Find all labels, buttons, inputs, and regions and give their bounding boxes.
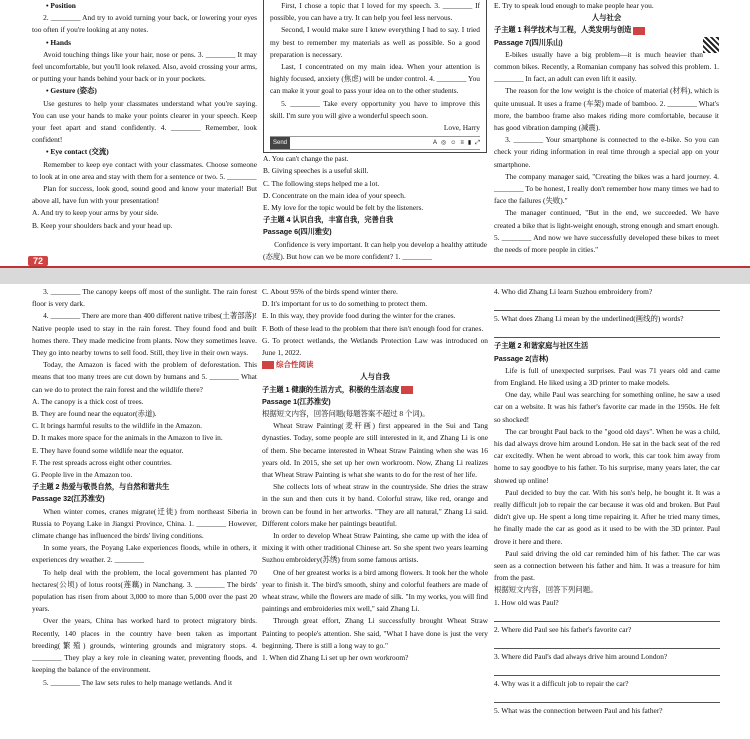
- send-button[interactable]: Send: [270, 137, 290, 149]
- paragraph: One day, while Paul was searching for something online, he saw a used car on a website. It was his father's favorite car made in the 1950s. He felt so shocked!: [494, 390, 720, 424]
- list-icon[interactable]: ≡: [460, 140, 464, 147]
- answer-option: G. To protect wetlands, the Wetlands Protection Law was introduced on June 1, 2022.: [262, 335, 488, 358]
- paragraph: 2. ________ And try to avoid turning your back, or lowering your eyes too often if you're looking at any notes.: [32, 13, 257, 35]
- target-icon[interactable]: ◎: [440, 140, 447, 147]
- paragraph: Last, I concentrated on my main idea. When your attention is highly focused, anxiety (焦虑) will be under control. 4. ________ You can make it your goal to pass your idea on to the other students.: [270, 62, 480, 96]
- paragraph: The manager continued, "But in the end, we succeeded. We have created a bike that is light-weight enough, strong enough and smart enough. 5. ________ And now we have successfully developed these bikes to meet the needs of more people in cities.": [494, 208, 719, 255]
- paragraph: First, I chose a topic that I loved for my speech. 3. ________ If possible, you can have a try. It can help you feel less nervous.: [270, 1, 480, 23]
- bottom-right-column: [494, 286, 720, 718]
- answer-option: F. The rest spreads across eight other countries.: [32, 457, 172, 467]
- answer-option: A. The canopy is a thick cost of trees.: [32, 396, 144, 406]
- paragraph: Use gestures to help your classmates understand what you're saying. You can use your hands to make your points clearer in your speech. Keep your feet apart and stand confidently. 4. ________ Remember, look confident!: [32, 98, 257, 145]
- paragraph: Avoid touching things like your hair, nose or pens. 3. ________ It may feel uncomfortable, but you'll look relaxed. Also, avoid crossing your arms, or putting your hands behind your back or in your pockets.: [32, 49, 257, 84]
- answer-line[interactable]: [494, 298, 720, 311]
- answer-option: E. They have found some wildlife near the equator.: [32, 445, 184, 455]
- question: 1. When did Zhang Li set up her own workroom?: [262, 653, 409, 663]
- paragraph: Plan for success, look good, sound good and know your material! But above all, have fun with your presentation!: [32, 184, 257, 206]
- answer-line[interactable]: [494, 636, 720, 649]
- heading: 子主题 2 热爱与敬畏自然，与自然和谐共生: [32, 482, 170, 492]
- paragraph: Over the years, China has worked hard to protect migratory birds. Recently, 140 places in the country have been taken as important breeding(繁殖) grounds, wintering grounds and migratory stops. 4. ________ They play a key role in cleaning water, preventing floods, and keeping the balance of the environment.: [32, 616, 257, 675]
- paragraph: Confidence is very important. It can help you develop a healthy attitude (态度). But how can we be more confident? 1. ________: [263, 239, 487, 261]
- top-right-column: [494, 0, 719, 256]
- paragraph: 5. ________ The law sets rules to help manage wetlands. And it: [43, 677, 233, 687]
- paragraph: 5. ________ Take every opportunity you have to improve this skill. I'm sure you will give a wonderful speech soon.: [270, 98, 480, 120]
- question: 根据短文内容，回答问题(每题答案不超过 8 个词)。: [262, 409, 430, 419]
- bottom-left-column: [32, 286, 257, 689]
- expand-icon[interactable]: ⤢: [475, 140, 480, 147]
- paragraph: To help deal with the problem, the local government has planted 70 hectares(公顷) of lotus roots(莲藕) in Nanchang. 3. ________ The birds' population has risen from about 3,000 to more than 5,000 over the past 20 years.: [32, 567, 257, 614]
- section-label: • Eye contact (交流): [46, 147, 109, 157]
- paragraph: In some years, the Poyang Lake experiences floods, while in others, it experiences dry weather. 2. ________: [32, 543, 257, 565]
- answer-option: C. The following steps helped me a lot.: [263, 178, 380, 188]
- qr-code-icon: [703, 37, 719, 53]
- answer-option: A. And try to keep your arms by your side.: [32, 208, 159, 218]
- answer-option: C. About 95% of the birds spend winter there.: [262, 287, 398, 296]
- passage-heading: Passage 7(四川乐山): [494, 37, 719, 49]
- section-label: • Hands: [46, 37, 71, 47]
- answer-line[interactable]: [494, 690, 720, 703]
- answer-option: B. Giving speeches is a useful skill.: [263, 166, 369, 176]
- question: 1. How old was Paul?: [494, 597, 559, 607]
- top-middle-column: [263, 0, 487, 263]
- answer-option: D. It makes more space for the animals in the Amazon to live in.: [32, 433, 223, 443]
- block-icon[interactable]: ▮: [467, 140, 472, 147]
- answer-option: B. They are found near the equator(赤道).: [32, 409, 157, 419]
- message-toolbar: [270, 136, 480, 150]
- question: 5. What was the connection between Paul and his father?: [494, 706, 663, 716]
- font-icon[interactable]: A: [432, 140, 437, 147]
- subtopic-heading: 子主题 1 科学技术与工程，人类发明与创造: [494, 24, 719, 36]
- section-label: • Gesture (姿态): [46, 86, 97, 96]
- answer-option: F. Both of these lead to the problem that there isn't enough food for cranes.: [262, 323, 484, 333]
- top-left-column: [32, 0, 257, 232]
- top-page: [0, 0, 750, 268]
- subtopic-heading: 子主题 1 健康的生活方式，积极的生活态度: [262, 384, 488, 396]
- bottom-page: [0, 284, 750, 739]
- paragraph: She collects lots of wheat straw in the countryside. She dries the straw in the sun and then cuts it by hand. Colorful straw, like red, orange and brown can be found in her artworks. "They are all natural," Zhang Li said. Different colors make her paintings beautiful.: [262, 482, 488, 528]
- answer-option: D. Concentrate on the main idea of your speech.: [263, 190, 406, 200]
- paragraph: When winter comes, cranes migrate(迁徙) from northeast Siberia in Russia to Poyang Lake in Jiangxi Province, China. 1. ________ However, climate change has influenced the birds' living conditions.: [32, 506, 257, 541]
- paragraph: 3. ________ The canopy keeps off most of the sunlight. The rain forest floor is very dark.: [32, 287, 257, 309]
- heading: 子主题 2 和谐家庭与社区生活: [494, 341, 589, 351]
- paragraph: 4. ________ There are more than 400 different native tribes(土著部落)! Native people used to stay in the rain forest. They found food and built homes there. They made medicine from plants. Now they sometimes leave. They go into nearby towns to sell food. Still, they live in their own ways.: [32, 311, 257, 358]
- heading: Passage 32(江苏淮安): [32, 494, 105, 504]
- bottom-middle-column: [262, 286, 488, 664]
- answer-option: B. Keep your shoulders back and your head up.: [32, 220, 173, 230]
- answer-option: D. It's important for us to do something to protect them.: [262, 299, 428, 309]
- answer-option: E. My love for the topic would be felt by the listeners.: [263, 203, 424, 213]
- answer-option: E. In this way, they provide food during the winter for the cranes.: [262, 311, 456, 321]
- answer-option: G. People live in the Amazon too.: [32, 470, 133, 480]
- heading: 子主题 4 认识自我，丰富自我，完善自我: [263, 215, 394, 225]
- answer-option: A. You can't change the past.: [263, 154, 349, 164]
- option-e: E. Try to speak loud enough to make people hear you.: [494, 1, 654, 10]
- section-title: 人与社会: [591, 13, 622, 23]
- paragraph: The reason for the low weight is the choice of material (材料), which is quite unusual. It uses a frame (车架) made of bamboo. 2. ________ What's more, the bamboo frame also makes riding more comfortable, because it has good vibration damping (减震).: [494, 86, 719, 133]
- answer-line[interactable]: [494, 663, 720, 676]
- paragraph: Life is full of unexpected surprises. Paul was 71 years old and came from England. He liked using a 3D printer to make models.: [494, 365, 720, 388]
- tag-icon: [633, 27, 645, 35]
- signature: Love, Harry: [443, 123, 480, 133]
- question: 2. Where did Paul see his father's favorite car?: [494, 624, 632, 634]
- section-title: 人与自我: [360, 372, 390, 382]
- heading: Passage 6(四川雅安): [263, 227, 332, 237]
- paragraph: Remember to keep eye contact with your classmates. Choose someone to look at in one area and stay with them for a sentence or two. 5. ________: [32, 159, 257, 181]
- paragraph: Today, the Amazon is faced with the problem of deforestation. This means that too many trees are cut down by humans and 5. ________ What can we do to protect the rain forest and the wildlife there?: [32, 360, 257, 394]
- paragraph: Through great effort, Zhang Li successfully brought Wheat Straw Painting to people's attention. She said, "What I have done is just the very beginning. There is still a long way to go.": [262, 616, 488, 650]
- answer-line[interactable]: [494, 609, 720, 622]
- emoji-icon[interactable]: ☺: [450, 140, 457, 147]
- paragraph: One of her greatest works is a bird among flowers. It took her the whole year to finish it. The bird's smooth, shiny and colorful feathers are made of wheat straw, while the flowers are made of silk. "In my works, you will find paintings and embroideries mix well," said Zhang Li.: [262, 567, 488, 614]
- paragraph: E-bikes usually have a big problem—it is much heavier than common bikes. Recently, a Romanian company has solved this problem. 1. ________ In fact, an adult can even lift it easily.: [494, 49, 719, 84]
- heading: Passage 2(吉林): [494, 353, 549, 363]
- question: 4. Who did Zhang Li learn Suzhou embroidery from?: [494, 287, 653, 296]
- tag-icon: [401, 386, 413, 394]
- question: 4. Why was it a difficult job to repair the car?: [494, 679, 629, 689]
- paragraph: The company manager said, "Creating the bikes was a hard journey. 4. ________ To be honest, I really don't remember how many times we had to face the failures (失败).": [494, 171, 719, 206]
- paragraph: The car brought Paul back to the "good old days". When he was a child, his dad always drove him around London. He sat in the back seat of the red car excitedly. When he went abroad to work, this car took him away from home to say goodbye to his father. To his surprise, many years later, the car showed up online!: [494, 426, 720, 485]
- question: 根据短文内容，回答下列问题。: [494, 585, 598, 595]
- paragraph: In order to develop Wheat Straw Painting, she came up with the idea of mixing it with other traditional Chinese art. So she spent two years learning Suzhou embroidery(苏绣) from some famous artists.: [262, 531, 488, 565]
- page-number: 72: [28, 256, 48, 266]
- answer-line[interactable]: [494, 325, 720, 338]
- answer-option: C. It brings harmful results to the wildlife in the Amazon.: [32, 421, 202, 431]
- section-label: • Position: [46, 1, 76, 10]
- paragraph: Paul decided to buy the car. With his son's help, he bought it. It was a really difficult job to repair the car because it was old and broken. But Paul didn't give up. He spent a long time repairing it. After he tried many times, he finally made the car as good as it used to be with the 3D printer. Paul drove it here and there.: [494, 487, 720, 546]
- tag-icon: [262, 361, 274, 369]
- paragraph: Paul said driving the old car reminded him of his father. The car was seen as a connection between his father and him. It was a treasure for him from the past.: [494, 548, 720, 583]
- section-tag: 综合性阅读: [262, 359, 488, 371]
- passage-heading: Passage 1(江苏淮安): [262, 396, 331, 406]
- paragraph: 3. ________ Your smartphone is connected to the e-bike. So you can check your riding information in real time through a special app on your smartphone.: [494, 135, 719, 169]
- question: 5. What does Zhang Li mean by the underlined(画线的) words?: [494, 314, 684, 324]
- question: 3. Where did Paul's dad always drive him around London?: [494, 652, 668, 662]
- letter-box: [263, 0, 487, 153]
- paragraph: Wheat Straw Painting(麦秆画) first appeared in the Sui and Tang dynasties. Today, some people are still interested in it, and Zhang Li is one of them. She became interested in Wheat Straw Painting when she was 16 years old. In 2015, she set up her own workroom. Now, Zhang Li realizes that Wheat Straw Painting is what she wants to do for the rest of her life.: [262, 421, 488, 480]
- paragraph: Second, I would make sure I knew everything I had to say. I tried my best to remember my materials as well as possible. So a good preparation is necessary.: [270, 25, 480, 59]
